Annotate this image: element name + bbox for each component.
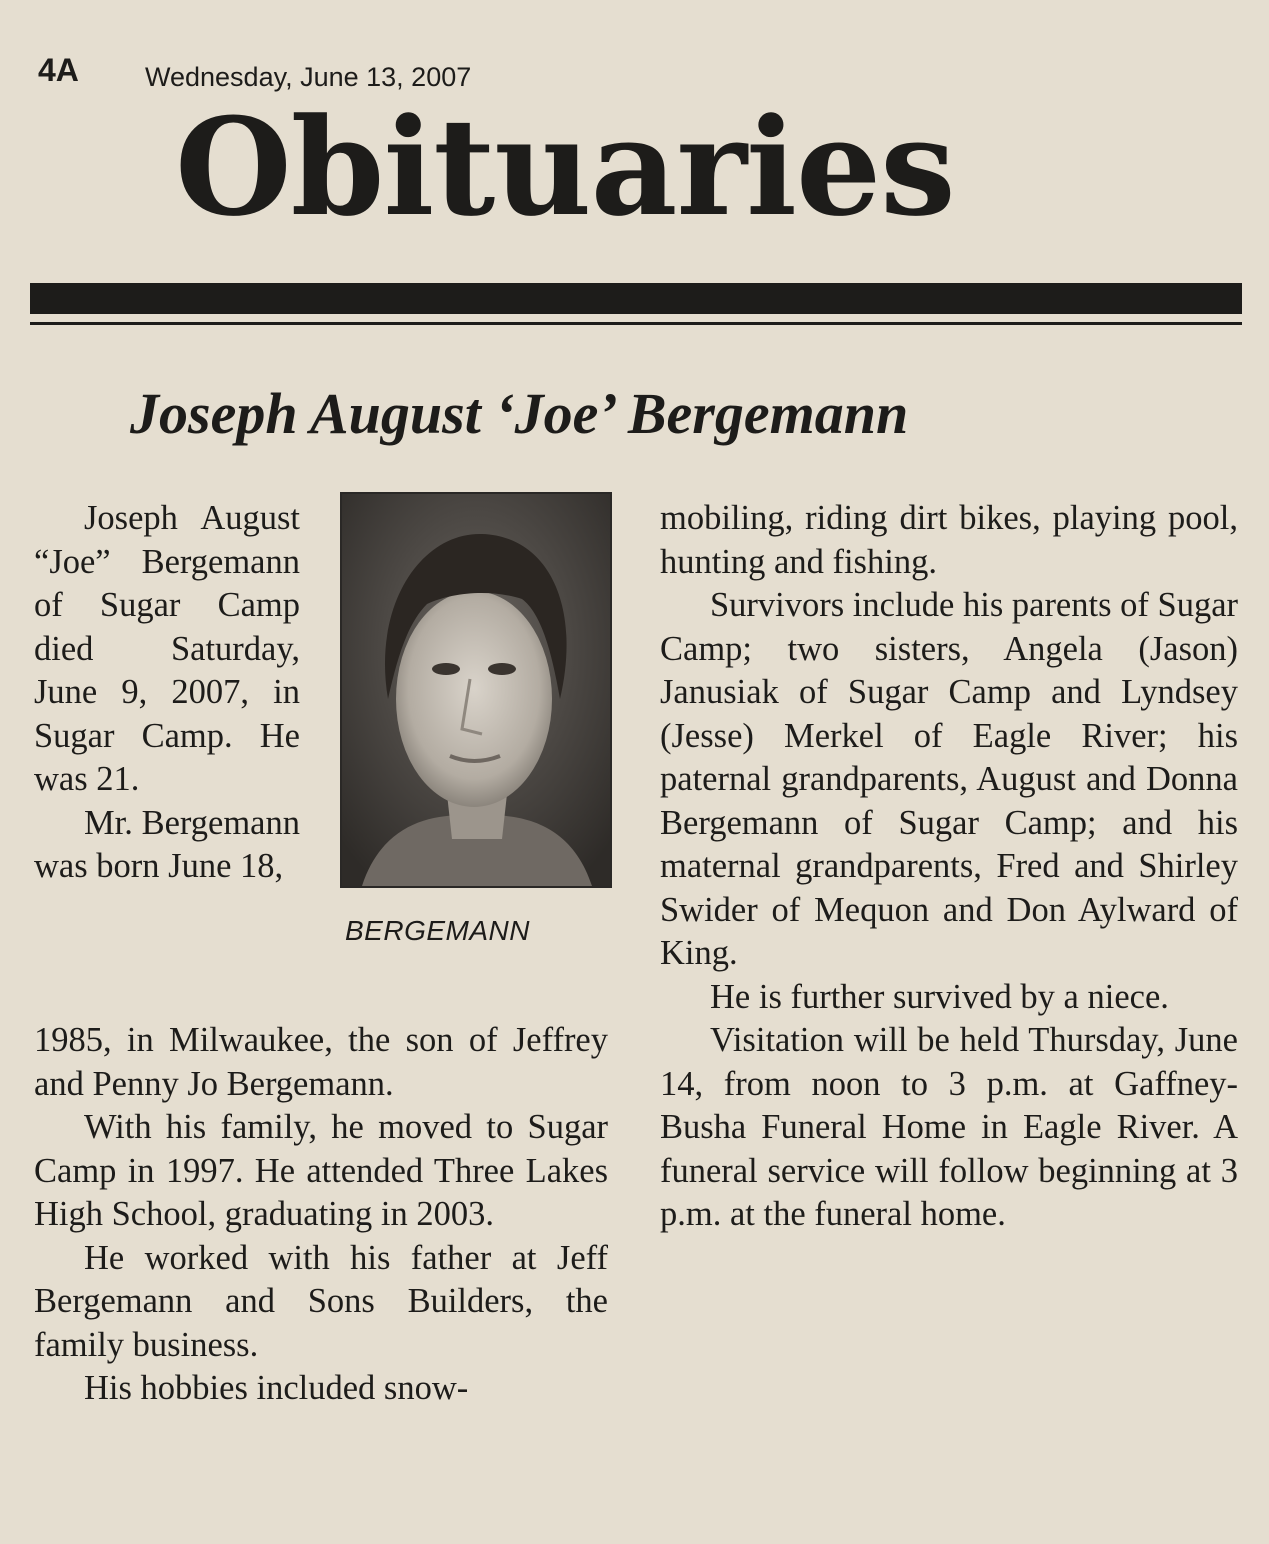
header-rule-thick <box>30 283 1242 314</box>
paragraph-birth-end: 1985, in Milwaukee, the son of Jeffrey and Penny Jo Bergemann. <box>34 1021 608 1103</box>
obituary-headline: Joseph August ‘Joe’ Bergemann <box>130 381 909 446</box>
column-left-wrap <box>34 497 300 889</box>
page-number: 4A <box>38 52 79 88</box>
paragraph-survivors: Survivors include his parents of Sugar Camp; two sisters, Angela (Jason) Janusiak of Sugar Camp and Lyndsey (Jesse) Merkel of Eagle River; his paternal grandparents, August and Donna Bergemann of Sugar Camp; and his maternal grandparents, Fred and Shirley Swider of Mequon and Don Aylward of King. <box>660 586 1238 972</box>
section-title: Obituaries <box>175 88 955 246</box>
column-left-full <box>34 1019 608 1411</box>
paragraph-work: He worked with his father at Jeff Bergemann and Sons Builders, the family business. <box>34 1238 608 1364</box>
paragraph-birth-start: Mr. Bergemann was born June 18, <box>34 803 300 885</box>
paragraph-visitation: Visitation will be held Thursday, June 14, from noon to 3 p.m. at Gaffney-Busha Funeral Home in Eagle River. A funeral service will follow beginning at 3 p.m. at the funeral home. <box>660 1021 1238 1233</box>
column-right <box>660 497 1238 1237</box>
issue-date: Wednesday, June 13, 2007 <box>145 62 472 92</box>
paragraph-school: With his family, he moved to Sugar Camp in 1997. He attended Three Lakes High School, graduating in 2003. <box>34 1108 608 1233</box>
portrait-photo <box>340 492 612 888</box>
paragraph-niece: He is further survived by a niece. <box>710 977 1169 1016</box>
paragraph-hobbies-end: mobiling, riding dirt bikes, playing pool, hunting and fishing. <box>660 499 1238 581</box>
paragraph-hobbies-start: His hobbies included snow- <box>84 1369 469 1407</box>
paragraph-intro: Joseph August “Joe” Bergemann of Sugar Camp died Saturday, June 9, 2007, in Sugar Camp. He was 21. <box>34 499 300 798</box>
photo-caption: BERGEMANN <box>345 915 530 946</box>
header-rule-thin <box>30 322 1242 325</box>
